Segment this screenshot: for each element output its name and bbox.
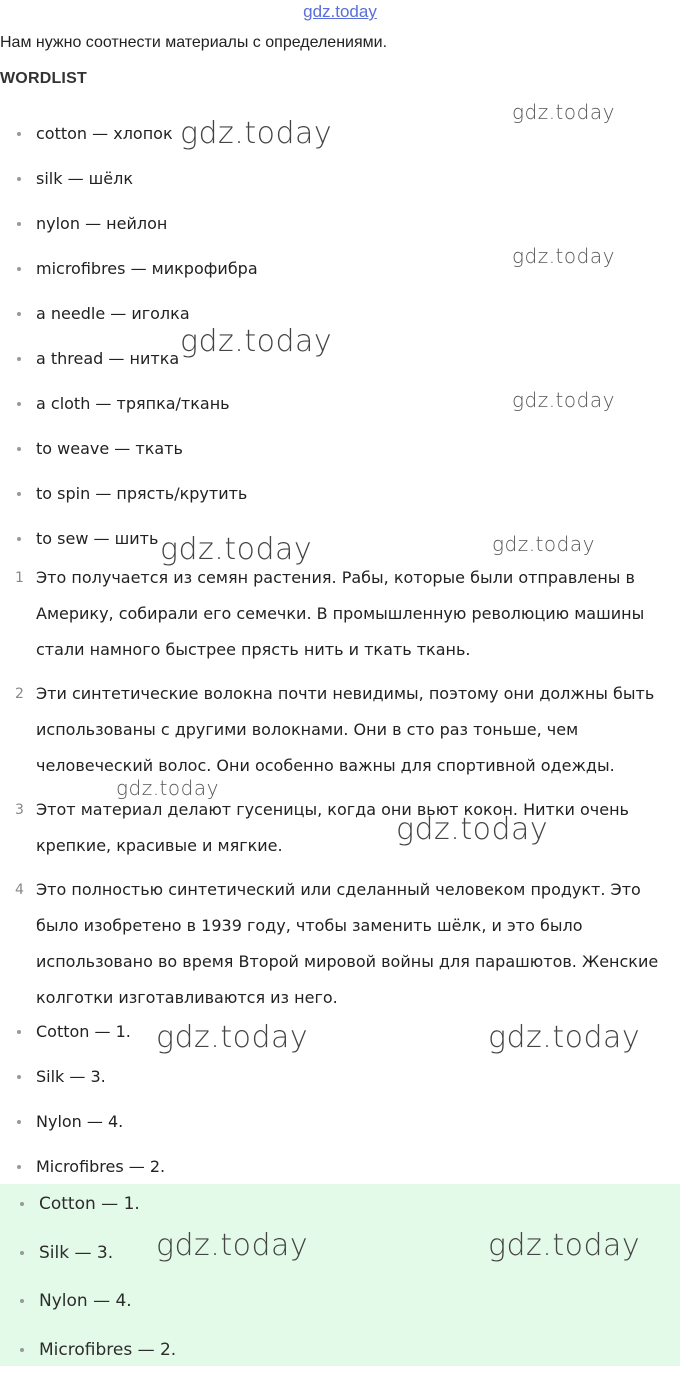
task-item [0, 676, 680, 784]
wordlist-entry: nylon — нейлон [36, 214, 168, 233]
watermark: gdz.today [492, 532, 595, 556]
answer-entry: Cotton — 1. [36, 1022, 131, 1041]
task-number: 2 [15, 686, 24, 702]
wordlist-entry: a thread — нитка [36, 349, 180, 368]
task-text: Эти синтетические волокна почти невидимы, поэтому они должны быть использованы с другими волокнами. Они в сто раз тоньше, чем человеческий волос. Они особенно важны для спортивной одежды. [36, 684, 655, 775]
bullet-icon [17, 1030, 21, 1034]
wordlist-entry: microfibres — микрофибра [36, 259, 258, 278]
wordlist-entry: to weave — ткать [36, 439, 183, 458]
watermark: gdz.today [156, 1228, 309, 1263]
bullet-icon [17, 1120, 21, 1124]
wordlist-entry: a cloth — тряпка/ткань [36, 394, 230, 413]
task-number: 1 [15, 570, 24, 586]
bullet-icon [17, 1165, 21, 1169]
task-item [0, 872, 680, 1016]
task-text: Этот материал делают гусеницы, когда они вьют кокон. Нитки очень крепкие, красивые и мягкие. [36, 800, 629, 855]
task-number: 3 [15, 802, 24, 818]
bullet-icon [20, 1202, 24, 1206]
wordlist-entry: silk — шёлк [36, 169, 134, 188]
watermark: gdz.today [156, 1020, 309, 1055]
watermark: gdz.today [512, 244, 615, 268]
task-number: 4 [15, 882, 24, 898]
wordlist-entry: to spin — прясть/крутить [36, 484, 248, 503]
bullet-icon [17, 402, 21, 406]
task-text: Это получается из семян растения. Рабы, которые были отправлены в Америку, собирали его семечки. В промышленную революцию машины стали намного быстрее прясть нить и ткать ткань. [36, 568, 645, 659]
task-item [0, 560, 680, 668]
intro-text: Нам нужно соотнести материалы с определениями. [0, 34, 388, 51]
bullet-icon [17, 1075, 21, 1079]
answer-entry: Nylon — 4. [36, 1112, 124, 1131]
bullet-icon [20, 1348, 24, 1352]
bullet-icon [17, 537, 21, 541]
bullet-icon [20, 1299, 24, 1303]
wordlist-entry: cotton — хлопок [36, 124, 173, 143]
wordlist-heading: WORDLIST [0, 70, 87, 87]
highlighted-answer-box [0, 1184, 680, 1366]
answer-entry: Microfibres — 2. [36, 1157, 166, 1176]
watermark: gdz.today [488, 1020, 641, 1055]
answer-entry: Microfibres — 2. [39, 1339, 177, 1360]
answer-entry: Nylon — 4. [39, 1291, 132, 1311]
bullet-icon [17, 447, 21, 451]
answer-entry: Silk — 3. [39, 1242, 114, 1263]
bullet-icon [17, 222, 21, 226]
bullet-icon [20, 1251, 24, 1255]
task-item [0, 792, 680, 864]
top-site-link[interactable]: gdz.today [303, 2, 377, 21]
watermark: gdz.today [180, 324, 333, 359]
wordlist-entry: to sew — шить [36, 529, 159, 548]
watermark: gdz.today [512, 388, 615, 412]
bullet-icon [17, 267, 21, 271]
task-text: Это полностью синтетический или сделанный человеком продукт. Это было изобретено в 1939 году, чтобы заменить шёлк, и это было использовано во время Второй мировой войны для парашютов. Женские колготки изготавливаются из него. [36, 880, 659, 1007]
bullet-icon [17, 492, 21, 496]
watermark: gdz.today [116, 776, 219, 800]
answer-entry: Silk — 3. [36, 1067, 106, 1086]
task-list [0, 560, 680, 1016]
watermark: gdz.today [180, 116, 333, 151]
bullet-icon [17, 177, 21, 181]
bullet-icon [17, 132, 21, 136]
watermark: gdz.today [160, 532, 313, 567]
watermark: gdz.today [488, 1228, 641, 1263]
watermark: gdz.today [396, 812, 549, 847]
watermark: gdz.today [512, 100, 615, 124]
answer-entry: Cotton — 1. [39, 1194, 140, 1214]
bullet-icon [17, 312, 21, 316]
wordlist-entry: a needle — иголка [36, 304, 190, 323]
bullet-icon [17, 357, 21, 361]
